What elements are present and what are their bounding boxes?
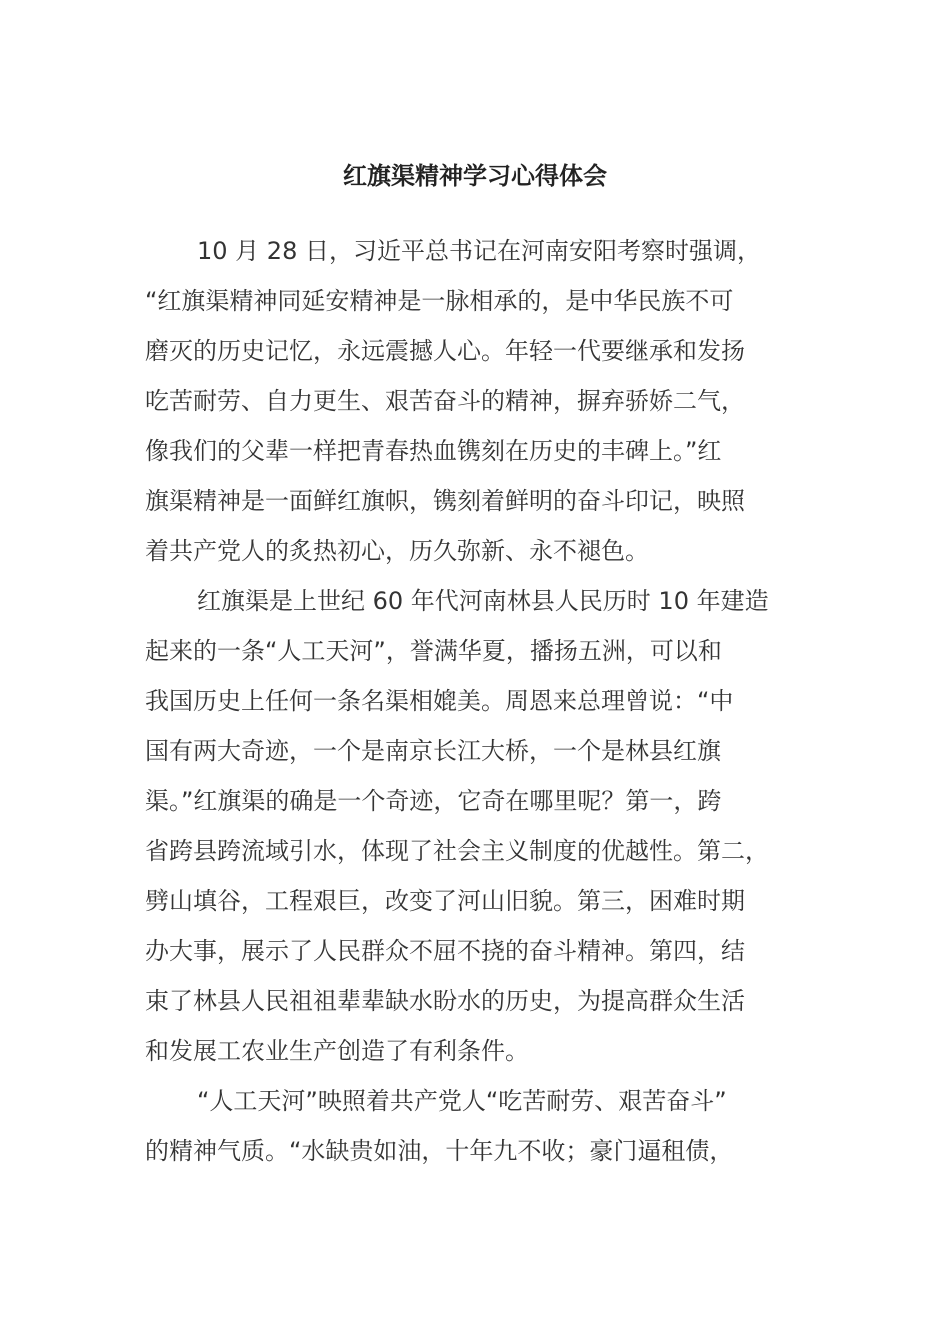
paragraph-line: 红旗渠是上世纪 60 年代河南林县人民历时 10 年建造 (197, 587, 769, 615)
document-body (145, 226, 815, 1176)
document-title: 红旗渠精神学习心得体会 (343, 162, 607, 190)
paragraph-line: 渠。”红旗渠的确是一个奇迹，它奇在哪里呢？第一，跨 (145, 787, 722, 815)
paragraph-line: 着共产党人的炙热初心，历久弥新、永不褪色。 (145, 537, 649, 565)
paragraph-line: 起来的一条“人工天河”，誉满华夏，播扬五洲，可以和 (145, 637, 722, 665)
paragraph-3 (145, 1076, 815, 1176)
paragraph-line: “人工天河”映照着共产党人“吃苦耐劳、艰苦奋斗” (197, 1087, 727, 1115)
paragraph-line: 10 月 28 日，习近平总书记在河南安阳考察时强调， (197, 237, 761, 265)
paragraph-line: 国有两大奇迹，一个是南京长江大桥，一个是林县红旗 (145, 737, 721, 765)
paragraph-2 (145, 576, 815, 1076)
paragraph-line: 和发展工农业生产创造了有利条件。 (145, 1037, 529, 1065)
paragraph-line: 束了林县人民祖祖辈辈缺水盼水的历史，为提高群众生活 (145, 987, 745, 1015)
paragraph-line: 我国历史上任何一条名渠相媲美。周恩来总理曾说：“中 (145, 687, 734, 715)
paragraph-line: 省跨县跨流域引水，体现了社会主义制度的优越性。第二， (145, 837, 769, 865)
paragraph-line: 吃苦耐劳、自力更生、艰苦奋斗的精神，摒弃骄娇二气， (145, 387, 745, 415)
paragraph-line: 旗渠精神是一面鲜红旗帜，镌刻着鲜明的奋斗印记，映照 (145, 487, 745, 515)
paragraph-line: 办大事，展示了人民群众不屈不挠的奋斗精神。第四，结 (145, 937, 745, 965)
paragraph-line: 劈山填谷，工程艰巨，改变了河山旧貌。第三，困难时期 (145, 887, 745, 915)
paragraph-line: 磨灭的历史记忆，永远震撼人心。年轻一代要继承和发扬 (145, 337, 745, 365)
paragraph-line: 像我们的父辈一样把青春热血镌刻在历史的丰碑上。”红 (145, 437, 722, 465)
paragraph-line: “红旗渠精神同延安精神是一脉相承的，是中华民族不可 (145, 287, 734, 315)
paragraph-1 (145, 226, 815, 576)
paragraph-line: 的精神气质。“水缺贵如油，十年九不收；豪门逼租债， (145, 1137, 734, 1165)
